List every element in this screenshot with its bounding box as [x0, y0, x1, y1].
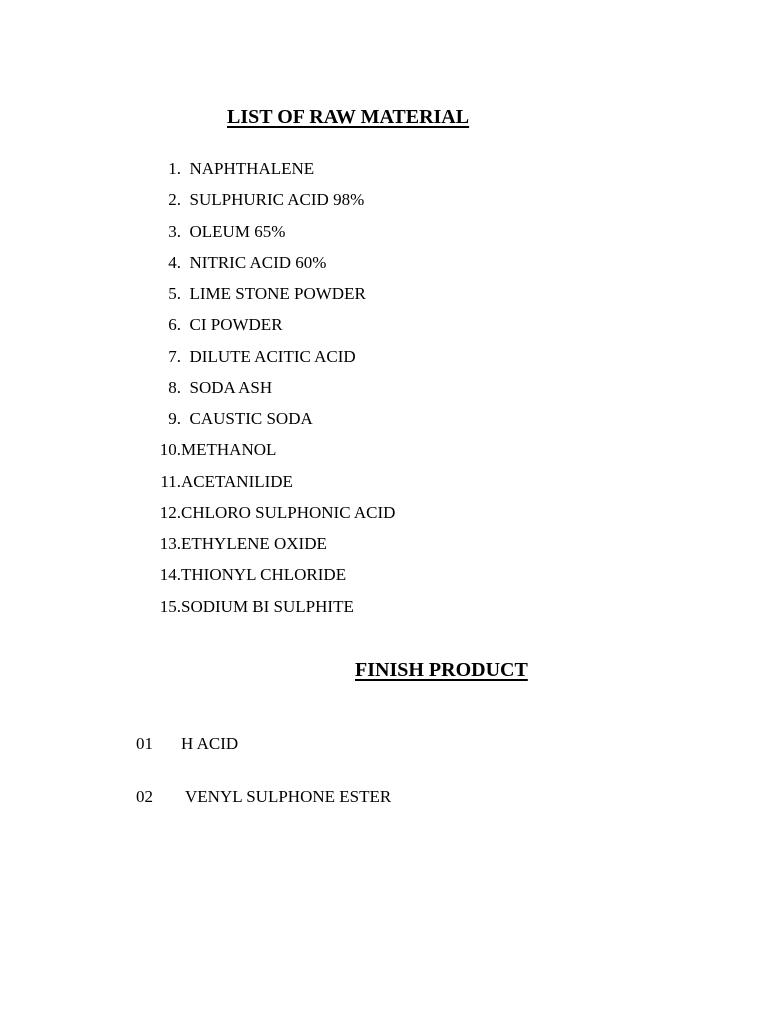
item-number: 3. — [168, 221, 181, 241]
finish-product-list — [136, 734, 391, 840]
raw-material-item — [154, 347, 395, 378]
item-name: ACETANILIDE — [181, 471, 293, 491]
item-name: H ACID — [181, 734, 239, 753]
raw-material-item — [154, 253, 395, 284]
item-name: CI POWDER — [189, 315, 283, 335]
item-name: NAPHTHALENE — [189, 159, 315, 178]
raw-material-item — [154, 440, 395, 471]
raw-material-item — [154, 315, 395, 346]
item-number: 9. — [168, 409, 181, 428]
finish-product-item — [136, 734, 391, 787]
item-name: SULPHURIC ACID 98% — [189, 190, 365, 210]
item-number: 10. — [159, 440, 181, 460]
item-number: 02 — [136, 787, 153, 806]
raw-material-item — [154, 597, 395, 628]
item-name: CHLORO SULPHONIC ACID — [181, 502, 396, 522]
item-name: THIONYL CHLORIDE — [181, 565, 347, 585]
item-number: 6. — [168, 315, 181, 335]
finish-product-item — [136, 787, 391, 840]
item-name: NITRIC ACID 60% — [189, 252, 327, 272]
raw-material-item — [154, 472, 395, 503]
item-name: METHANOL — [181, 440, 277, 460]
item-number: 11. — [160, 471, 181, 491]
raw-material-item — [154, 284, 395, 315]
raw-material-heading: LIST OF RAW MATERIAL — [227, 106, 470, 128]
item-number: 4. — [168, 252, 181, 272]
raw-material-item — [154, 190, 395, 221]
item-name: SODIUM BI SULPHITE — [181, 596, 354, 616]
raw-material-item — [154, 409, 395, 440]
item-name: SODA ASH — [189, 377, 273, 397]
item-number: 12. — [159, 502, 181, 522]
item-number: 01 — [136, 734, 153, 753]
raw-material-item — [154, 378, 395, 409]
item-name: LIME STONE POWDER — [189, 284, 366, 303]
item-name: VENYL SULPHONE ESTER — [185, 787, 392, 806]
item-number: 15. — [159, 596, 181, 616]
raw-material-item — [154, 503, 395, 534]
item-name: CAUSTIC SODA — [189, 409, 313, 428]
item-name: OLEUM 65% — [189, 221, 286, 241]
item-number: 8. — [168, 377, 181, 397]
raw-material-list — [154, 159, 395, 628]
finish-product-heading: FINISH PRODUCT — [355, 659, 528, 681]
item-number: 13. — [159, 534, 181, 553]
raw-material-item — [154, 534, 395, 565]
raw-material-item — [154, 222, 395, 253]
item-number: 5. — [168, 284, 181, 303]
item-name: DILUTE ACITIC ACID — [189, 346, 356, 366]
item-number: 7. — [168, 346, 181, 366]
item-number: 14. — [159, 565, 181, 585]
item-name: ETHYLENE OXIDE — [181, 534, 327, 553]
raw-material-item — [154, 565, 395, 596]
item-number: 2. — [168, 190, 181, 210]
raw-material-item — [154, 159, 395, 190]
item-number: 1. — [168, 159, 181, 178]
